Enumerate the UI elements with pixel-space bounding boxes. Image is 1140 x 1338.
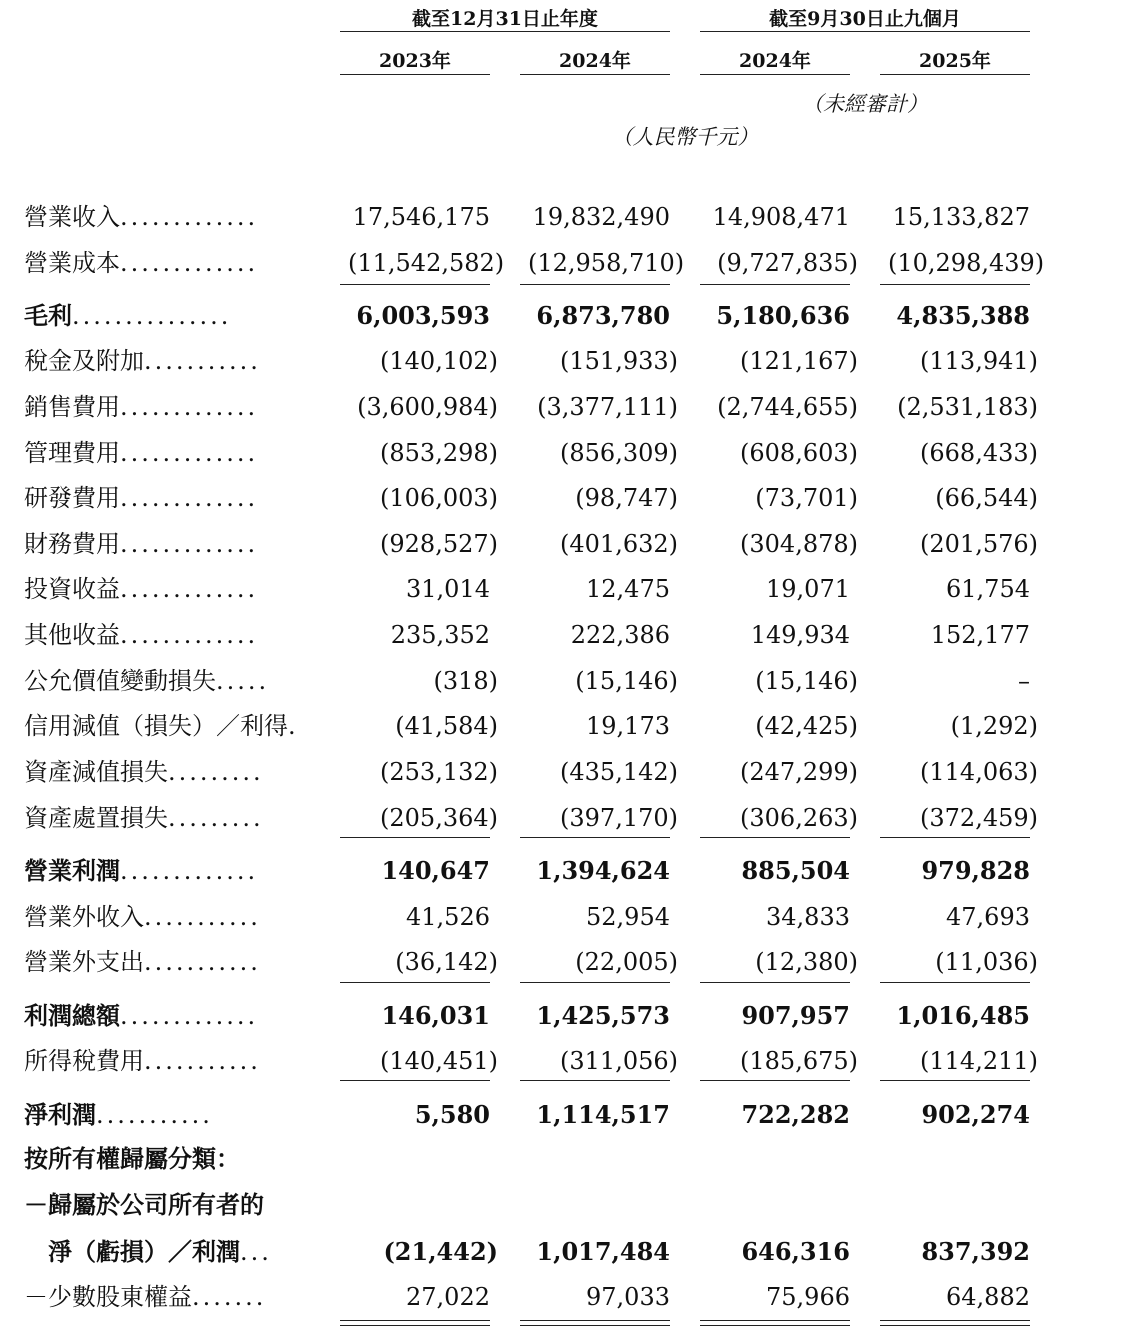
value-cell: 19,173 [586,712,670,740]
row-label-leader-dots: ............... [72,302,232,330]
row-label-text: 信用減值（損失）／利得 [24,712,288,740]
table-row [0,1232,1140,1272]
row-label [24,387,258,427]
value-cell: 722,282 [741,1100,850,1129]
row-label [24,706,299,746]
row-label [24,996,258,1036]
value-cell: 52,954 [586,903,670,931]
header-year-rule-3 [700,74,850,75]
value-cell: (21,442) [383,1237,498,1266]
row-label [24,1041,261,1081]
value-cell: 146,031 [381,1001,490,1030]
value-cell: (151,933) [560,347,678,375]
table-row [0,387,1140,427]
value-cell: 149,934 [750,621,850,649]
table-row [0,1095,1140,1135]
value-cell: (372,459) [920,804,1038,832]
value-cell: (3,377,111) [537,393,678,421]
value-cell: 979,828 [921,856,1030,885]
value-cell: 1,425,573 [536,1001,670,1030]
value-cell: 75,966 [766,1283,850,1311]
value-cell: 5,580 [414,1100,490,1129]
value-cell: (41,584) [395,712,498,740]
table-row [0,661,1140,701]
double-rule-bottom [880,1320,1030,1326]
row-label [24,1095,213,1135]
header-group-fiscal-year: 截至12月31日止年度 [412,8,598,30]
row-label-leader-dots: ........... [144,948,261,976]
value-cell: 31,014 [406,575,490,603]
value-cell: (114,063) [920,758,1038,786]
value-cell: (106,003) [380,484,498,512]
value-cell: (306,263) [740,804,858,832]
value-cell: (401,632) [560,530,678,558]
header-group-rule-2 [700,31,1030,32]
unit-note: （人民幣千元） [611,125,759,149]
row-label-text: 利潤總額 [24,1001,120,1030]
value-cell: 140,647 [381,856,490,885]
value-cell: (11,542,582) [348,249,505,277]
row-label-text: 營業收入 [24,203,120,231]
header-year-2023: 2023年 [379,50,451,72]
row-label-text: －歸屬於公司所有者的 [24,1190,264,1219]
row-label-text: 淨（虧損）／利潤 [24,1237,240,1266]
rule-after-cost [340,284,490,285]
row-label-leader-dots: ......... [168,804,264,832]
value-cell: (311,056) [560,1047,678,1075]
row-label-text: 研發費用 [24,484,120,512]
value-cell: 1,114,517 [536,1100,670,1129]
value-cell: (201,576) [920,530,1038,558]
row-label [24,798,264,838]
row-label-leader-dots: ............. [120,393,259,421]
header-year-2025-9m: 2025年 [919,50,991,72]
value-cell: 1,016,485 [896,1001,1030,1030]
value-cell: (10,298,439) [888,249,1045,277]
row-label-leader-dots: ..... [216,667,270,695]
value-cell: 97,033 [586,1283,670,1311]
table-row [0,433,1140,473]
table-row [0,996,1140,1036]
value-cell: (9,727,835) [717,249,858,277]
row-label [24,243,258,283]
table-row [0,897,1140,937]
header-year-2024-9m: 2024年 [739,50,811,72]
rule-after-nonop-expense [700,982,850,983]
row-label-text: 銷售費用 [24,393,120,421]
value-cell: 837,392 [921,1237,1030,1266]
header-year-rule-4 [880,74,1030,75]
value-cell: (114,211) [920,1047,1038,1075]
value-cell: 47,693 [946,903,1030,931]
value-cell: 1,017,484 [536,1237,670,1266]
value-cell: 907,957 [741,1001,850,1030]
row-label [24,569,258,609]
value-cell: 646,316 [741,1237,850,1266]
row-label-text: 財務費用 [24,530,120,558]
value-cell: (2,744,655) [717,393,858,421]
row-label-leader-dots: ............. [120,621,259,649]
rule-after-tax [700,1080,850,1081]
rule-after-disposal [520,837,670,838]
rule-after-cost [520,284,670,285]
value-cell: (608,603) [740,439,858,467]
value-cell: 4,835,388 [896,301,1030,330]
header-year-2024-fy: 2024年 [559,50,631,72]
double-rule-bottom [700,1320,850,1326]
row-label-leader-dots: . [288,712,299,740]
table-row [0,752,1140,792]
double-rule-bottom [340,1320,490,1326]
table-row [0,243,1140,283]
row-label-leader-dots: ......... [168,758,264,786]
row-label-text: 按所有權歸屬分類： [24,1144,240,1173]
table-row [0,1139,1140,1179]
value-cell: (15,146) [575,667,678,695]
value-cell: (318) [433,667,498,695]
rule-after-cost [700,284,850,285]
row-label-text: 營業利潤 [24,856,120,885]
row-label-leader-dots: ... [240,1238,272,1266]
rule-after-disposal [340,837,490,838]
row-label [24,296,231,336]
table-row [0,798,1140,838]
value-cell: 6,873,780 [536,301,670,330]
row-label-leader-dots: ............. [120,439,259,467]
row-label [24,433,258,473]
value-cell: (11,036) [935,948,1038,976]
value-cell: (12,380) [755,948,858,976]
value-cell: 6,003,593 [356,301,490,330]
row-label-text: 毛利 [24,301,72,330]
table-row [0,706,1140,746]
rule-after-nonop-expense [880,982,1030,983]
value-cell: (73,701) [755,484,858,512]
table-row [0,1185,1140,1225]
row-label-leader-dots: ............. [120,484,259,512]
value-cell: 885,504 [741,856,850,885]
value-cell: 902,274 [921,1100,1030,1129]
value-cell: (3,600,984) [357,393,498,421]
row-label-leader-dots: ............. [120,203,259,231]
row-label [24,1139,240,1179]
value-cell: (22,005) [575,948,678,976]
row-label-text: －少數股東權益 [24,1283,192,1311]
value-cell: (66,544) [935,484,1038,512]
row-label-leader-dots: ........... [144,1047,261,1075]
value-cell: 222,386 [570,621,670,649]
value-cell: (928,527) [380,530,498,558]
table-row [0,197,1140,237]
value-cell: (36,142) [395,948,498,976]
table-row [0,1277,1140,1317]
header-group-nine-months: 截至9月30日止九個月 [769,8,961,30]
row-label [24,897,261,937]
value-cell: 1,394,624 [536,856,670,885]
value-cell: 27,022 [406,1283,490,1311]
table-row [0,851,1140,891]
row-label-leader-dots: ............. [120,249,259,277]
value-cell: 14,908,471 [712,203,850,231]
row-label-leader-dots: ............. [120,575,259,603]
rule-after-tax [880,1080,1030,1081]
value-cell: 34,833 [766,903,850,931]
row-label [24,1277,266,1317]
value-cell: (140,451) [380,1047,498,1075]
value-cell: (42,425) [755,712,858,740]
row-label-leader-dots: ........... [144,347,261,375]
row-label-text: 公允價值變動損失 [24,667,216,695]
row-label-text: 管理費用 [24,439,120,467]
value-cell: 152,177 [930,621,1030,649]
value-cell: – [1018,667,1030,695]
value-cell: 15,133,827 [892,203,1030,231]
value-cell: 61,754 [946,575,1030,603]
row-label-text: 資產處置損失 [24,804,168,832]
value-cell: (12,958,710) [528,249,685,277]
value-cell: (98,747) [575,484,678,512]
row-label-text: 稅金及附加 [24,347,144,375]
value-cell: (856,309) [560,439,678,467]
table-row [0,1041,1140,1081]
row-label-text: 營業成本 [24,249,120,277]
row-label [24,661,269,701]
value-cell: (435,142) [560,758,678,786]
value-cell: (253,132) [380,758,498,786]
value-cell: 17,546,175 [352,203,490,231]
row-label-text: 淨利潤 [24,1100,96,1129]
rule-after-disposal [700,837,850,838]
table-row [0,341,1140,381]
double-rule-bottom [520,1320,670,1326]
value-cell: (205,364) [380,804,498,832]
value-cell: (853,298) [380,439,498,467]
value-cell: (15,146) [755,667,858,695]
value-cell: 19,071 [766,575,850,603]
value-cell: (397,170) [560,804,678,832]
row-label [24,851,258,891]
header-year-rule-1 [340,74,490,75]
row-label [24,341,261,381]
row-label [24,1185,264,1225]
value-cell: (1,292) [950,712,1038,740]
row-label [24,524,258,564]
value-cell: (113,941) [920,347,1038,375]
rule-after-cost [880,284,1030,285]
row-label-leader-dots: ........... [144,903,261,931]
unaudited-note: （未經審計） [802,92,928,116]
table-row [0,569,1140,609]
row-label-leader-dots: ............. [120,1002,259,1030]
row-label-leader-dots: ............. [120,530,259,558]
value-cell: 5,180,636 [716,301,850,330]
row-label-text: 資產減值損失 [24,758,168,786]
value-cell: (140,102) [380,347,498,375]
header-year-rule-2 [520,74,670,75]
table-row [0,478,1140,518]
value-cell: (121,167) [740,347,858,375]
rule-after-tax [340,1080,490,1081]
value-cell: 19,832,490 [532,203,670,231]
row-label-leader-dots: ............. [120,857,259,885]
value-cell: 12,475 [586,575,670,603]
value-cell: 64,882 [946,1283,1030,1311]
row-label [24,615,258,655]
table-row [0,524,1140,564]
rule-after-tax [520,1080,670,1081]
value-cell: (668,433) [920,439,1038,467]
value-cell: 235,352 [390,621,490,649]
value-cell: (2,531,183) [897,393,1038,421]
value-cell: (304,878) [740,530,858,558]
header-group-rule-1 [340,31,670,32]
row-label-text: 所得稅費用 [24,1047,144,1075]
rule-after-nonop-expense [520,982,670,983]
row-label [24,197,258,237]
row-label [24,942,261,982]
row-label-text: 營業外支出 [24,948,144,976]
row-label-text: 營業外收入 [24,903,144,931]
value-cell: (247,299) [740,758,858,786]
table-row [0,296,1140,336]
row-label-leader-dots: ........... [96,1101,213,1129]
table-row [0,942,1140,982]
value-cell: 41,526 [406,903,490,931]
rule-after-disposal [880,837,1030,838]
row-label [24,478,258,518]
value-cell: (185,675) [740,1047,858,1075]
row-label [24,1232,272,1272]
table-row [0,615,1140,655]
rule-after-nonop-expense [340,982,490,983]
row-label-text: 投資收益 [24,575,120,603]
row-label [24,752,264,792]
row-label-text: 其他收益 [24,621,120,649]
row-label-leader-dots: ....... [192,1283,267,1311]
